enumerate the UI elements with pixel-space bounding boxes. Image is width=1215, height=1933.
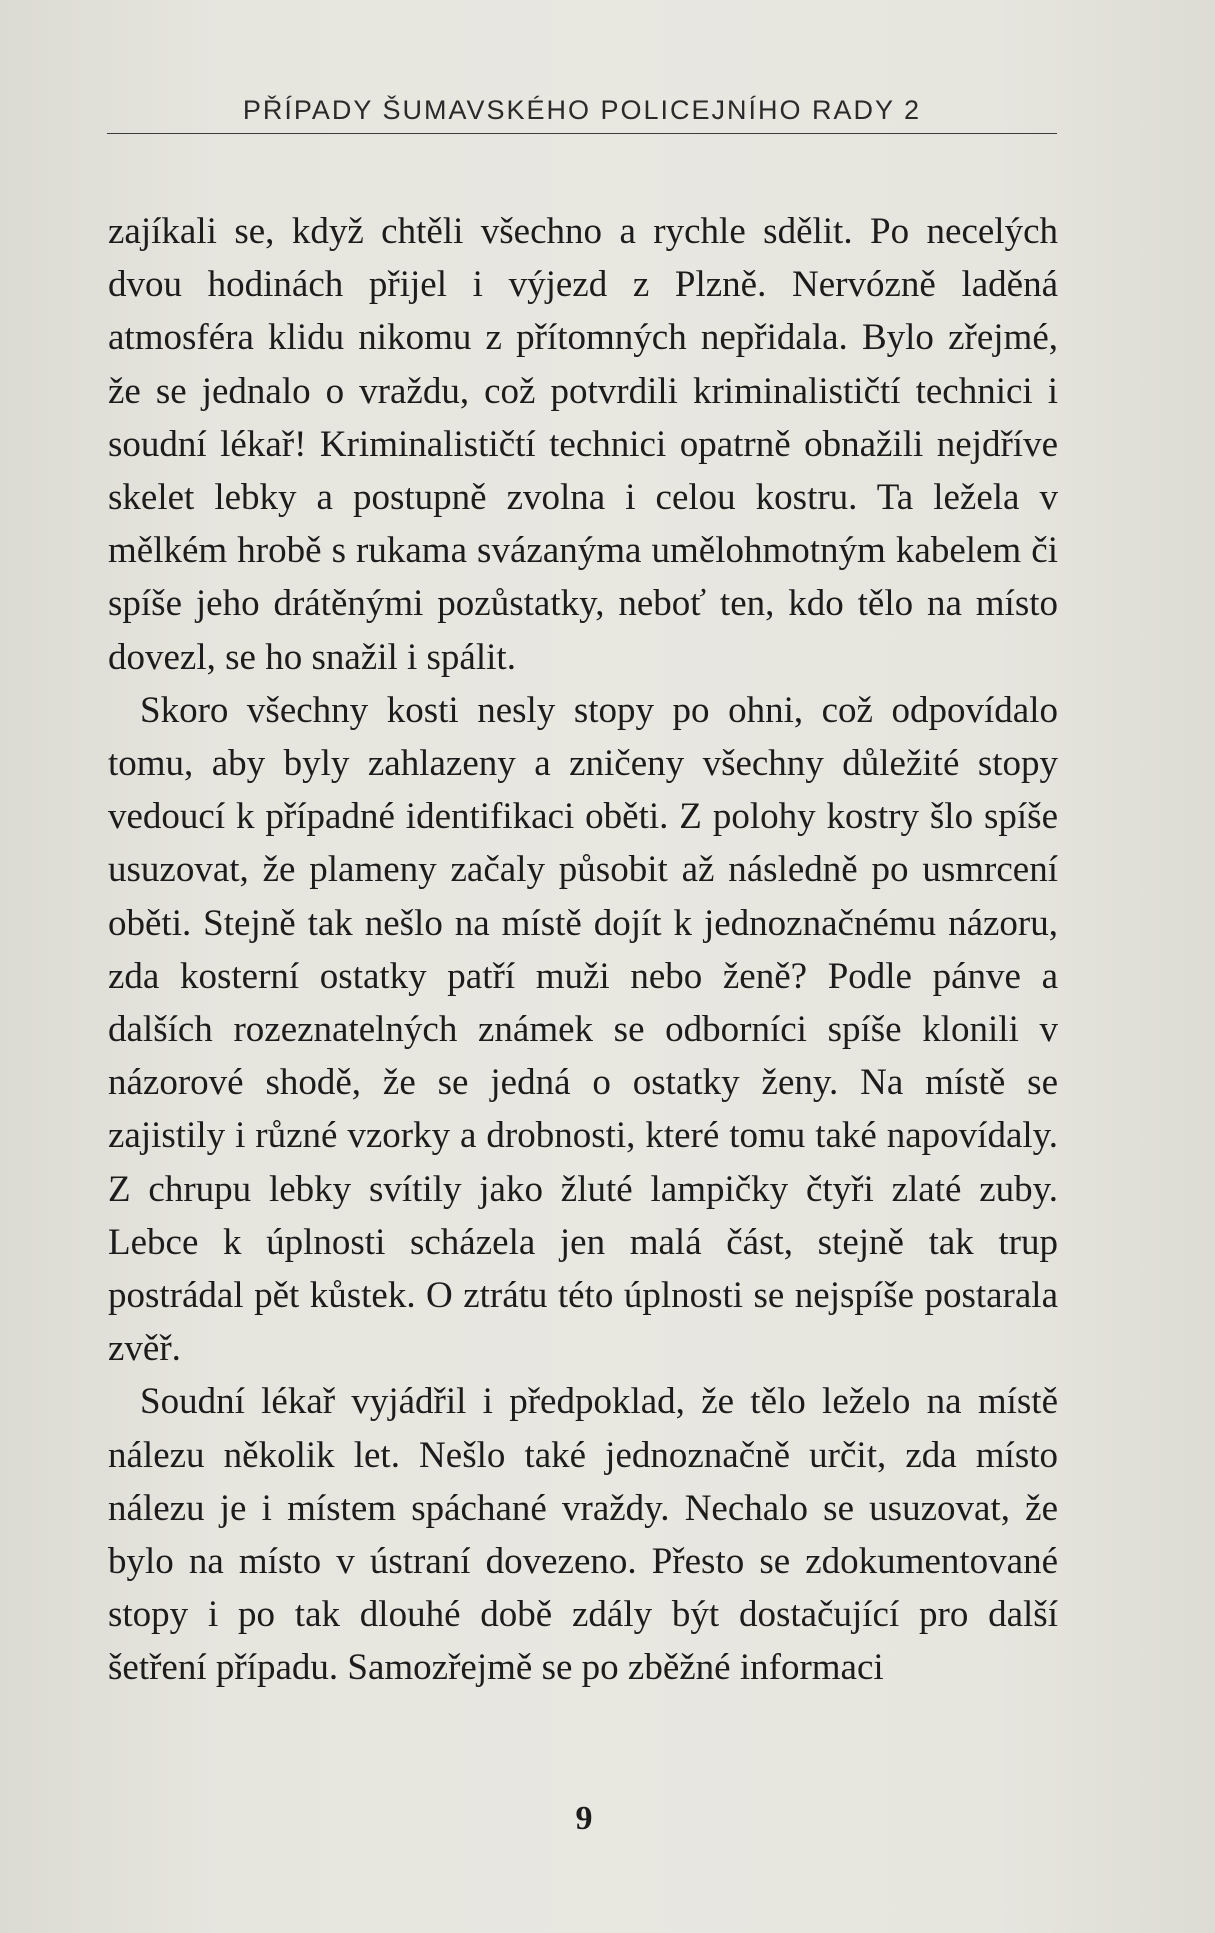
header-divider: [107, 133, 1057, 134]
page-number: 9: [575, 1800, 593, 1837]
running-header: PŘÍPADY ŠUMAVSKÉHO POLICEJNÍHO RADY 2: [242, 95, 922, 125]
paragraph-3: Soudní lékař vyjádřil i předpoklad, že tělo leželo na místě nálezu několik let. Nešlo také jednoznačně určit, zda místo nálezu je i místem spáchané vraždy. Nechalo se usuzovat, že bylo na místo v ústraní dovezeno. Přesto se zdokumentované stopy i po tak dlouhé době zdály být dostačující pro další šetření případu. Samozřejmě se po zběžné informaci: [108, 1381, 1058, 1689]
body-text: [108, 205, 1058, 1695]
paragraph-2: Skoro všechny kosti nesly stopy po ohni, což odpovídalo tomu, aby byly zahlazeny a zničeny všechny důležité stopy vedoucí k případné identifikaci oběti. Z polohy kostry šlo spíše usuzovat, že plameny začaly působit až následně po usmrcení oběti. Stejně tak nešlo na místě dojít k jednoznačnému názoru, zda kosterní ostatky patří muži nebo ženě? Podle pánve a dalších rozeznatelných známek se odborníci spíše klonili v názorové shodě, že se jedná o ostatky ženy. Na místě se zajistily i různé vzorky a drobnosti, které tomu také napovídaly. Z chrupu lebky svítily jako žluté lampičky čtyři zlaté zuby. Lebce k úplnosti scházela jen malá část, stejně tak trup postrádal pět kůstek. O ztrátu této úplnosti se nejspíše postarala zvěř.: [108, 689, 1058, 1370]
paragraph-1: zajíkali se, když chtěli všechno a rychle sdělit. Po necelých dvou hodinách přijel i výjezd z Plzně. Nervózně laděná atmosféra klidu nikomu z přítomných nepřidala. Bylo zřejmé, že se jednalo o vraždu, což potvrdili kriminalističtí technici i soudní lékař! Kriminalističtí technici opatrně obnažili nejdříve skelet lebky a postupně zvolna i celou kostru. Ta ležela v mělkém hrobě s rukama svázanýma umělohmotným kabelem či spíše jeho drátěnými pozůstatky, neboť ten, kdo tělo na místo dovezl, se ho snažil i spálit.: [108, 211, 1058, 678]
